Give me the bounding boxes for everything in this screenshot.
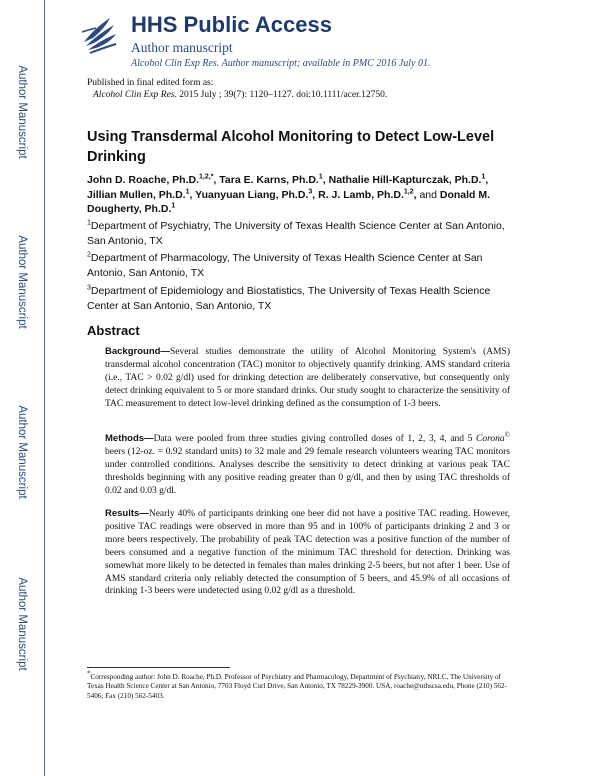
publication-info <box>87 77 387 101</box>
sidebar-label: Author Manuscript <box>16 235 28 329</box>
footnote-divider <box>87 667 230 668</box>
author-affil-sup: 1 <box>481 173 486 181</box>
hhs-eagle-icon <box>76 12 122 58</box>
author-affil-sup: 1,2 <box>403 188 414 195</box>
sidebar-label: Author Manuscript <box>16 577 28 671</box>
abstract-background <box>105 346 510 411</box>
published-label: Published in final edited form as: <box>87 78 214 88</box>
author-name: Yuanyuan Liang, Ph.D. <box>195 188 309 201</box>
results-text: Nearly 40% of participants drinking one beer did not have a positive TAC reading. However, positive TAC readings were observed in more than 95 and in 100% of participants drinking 2 and 3 or more beers respectively. The probability of peak TAC detection was a positive function of the number of beers consumed and a negative function of the minimum TAC threshold for detection. Drinking was somewhat more likely to be detected in females than males drinking 2-5 beers, but not after 1 beer. Use of AMS standard criteria only reliably detected the consumption of 5 beers, and 45.9% of all occasions of drinking 1-3 beers were undetected using 0.02 g/dl as a threshold. <box>105 509 510 597</box>
author-affil-sup: 1 <box>171 202 176 210</box>
author-manuscript-subtitle: Author manuscript <box>131 40 233 55</box>
background-label: Background— <box>105 346 170 357</box>
citation-details: . 2015 July ; 39(7): 1120–1127. doi:10.1111/acer.12750. <box>174 90 388 100</box>
author-list: John D. Roache, Ph.D.$^{1,2,*}$, Tara E. Karns, Ph.D.$^1$, Nathalie Hill-Kapturczak, Ph.D.$^1$, Jillian Mullen, Ph.D.$^1$, Yuanyuan Liang, Ph.D.$^3$, R. J. Lamb, Ph.D.$^{1,2}$, and Donald M. Dougherty, Ph.D.$^1$ <box>87 173 491 215</box>
methods-label: Methods— <box>105 433 154 444</box>
citation-journal: Alcohol Clin Exp Res <box>93 90 175 100</box>
sidebar-label: Author Manuscript <box>16 405 28 499</box>
author-name: Donald M. Dougherty, Ph.D. <box>87 188 491 215</box>
author-name: Tara E. Karns, Ph.D. <box>219 174 319 186</box>
author-affil-sup: 1 <box>318 173 323 181</box>
results-label: Results— <box>105 508 149 519</box>
abstract-results <box>105 508 510 598</box>
affiliation: $^3$Department of Epidemiology and Biostatistics, The University of Texas Health Science Center at San Antonio, San Antonio, TX <box>87 284 491 312</box>
author-name: R. J. Lamb, Ph.D. <box>318 188 404 201</box>
author-name: John D. Roache, Ph.D. <box>87 174 200 186</box>
sidebar-divider <box>44 0 45 776</box>
article-title: Using Transdermal Alcohol Monitoring to Detect Low-Level Drinking <box>87 129 495 165</box>
abstract-heading: Abstract <box>87 323 140 338</box>
author-name: Jillian Mullen, Ph.D. <box>87 188 186 201</box>
citation <box>87 89 387 101</box>
corresponding-author-footnote: *Corresponding author: John D. Roache, Ph.D. Professor of Psychiatry and Pharmacology, Department of Psychiatry, NRLC, The University of Texas Health Science Center at San Antonio, 7703 Floyd Curl Drive, San Antonio, TX 78229-3900. USA, roache@uthscsa.edu, Phone (210) 562-5406; Fax (210) 562-5403. <box>87 669 507 700</box>
author-affil-sup: 1,2,* <box>199 173 214 181</box>
affiliation: $^2$Department of Pharmacology, The University of Texas Health Science Center at San Antonio, San Antonio, TX <box>87 251 483 279</box>
journal-availability-line: Alcohol Clin Exp Res. Author manuscript; available in PMC 2016 July 01. <box>131 58 431 69</box>
sidebar-label: Author Manuscript <box>16 65 28 159</box>
abstract-methods: Methods—Data were pooled from three studies giving controlled doses of 1, 2, 3, 4, and 5 Corona© beers (12-oz. = 0.92 standard units) to 32 male and 29 female research volunteers wearing TAC monitors under controlled conditions. Analyses describe the sensitivity to detect drinking at various peak TAC thresholds beginning with any positive reading greater than 0 g/dl, and then by using TAC thresholds of 0.02 and 0.03 g/dl. <box>105 430 510 496</box>
hhs-public-access-title: HHS Public Access <box>131 12 332 37</box>
author-manuscript-sidebar <box>0 0 40 776</box>
author-affil-sup: 3 <box>308 188 313 195</box>
background-text: Several studies demonstrate the utility of Alcohol Monitoring System's (AMS) transdermal alcohol concentration (TAC) monitor to objectively quantify drinking. AMS standard criteria (i.e., TAC > 0.02 g/dl) used for drinking detection are deliberately conservative, but consequently only detect drinking equivalent to 5 or more standard drinks. Our study sought to characterize the sensitivity of TAC measurement to detect low-level drinking defined as the consumption of 1-3 beers. <box>105 347 510 409</box>
author-affil-sup: 1 <box>185 188 190 195</box>
author-name: Nathalie Hill-Kapturczak, Ph.D. <box>328 174 482 186</box>
affiliation: $^1$Department of Psychiatry, The University of Texas Health Science Center at San Antonio, San Antonio, TX <box>87 219 505 247</box>
